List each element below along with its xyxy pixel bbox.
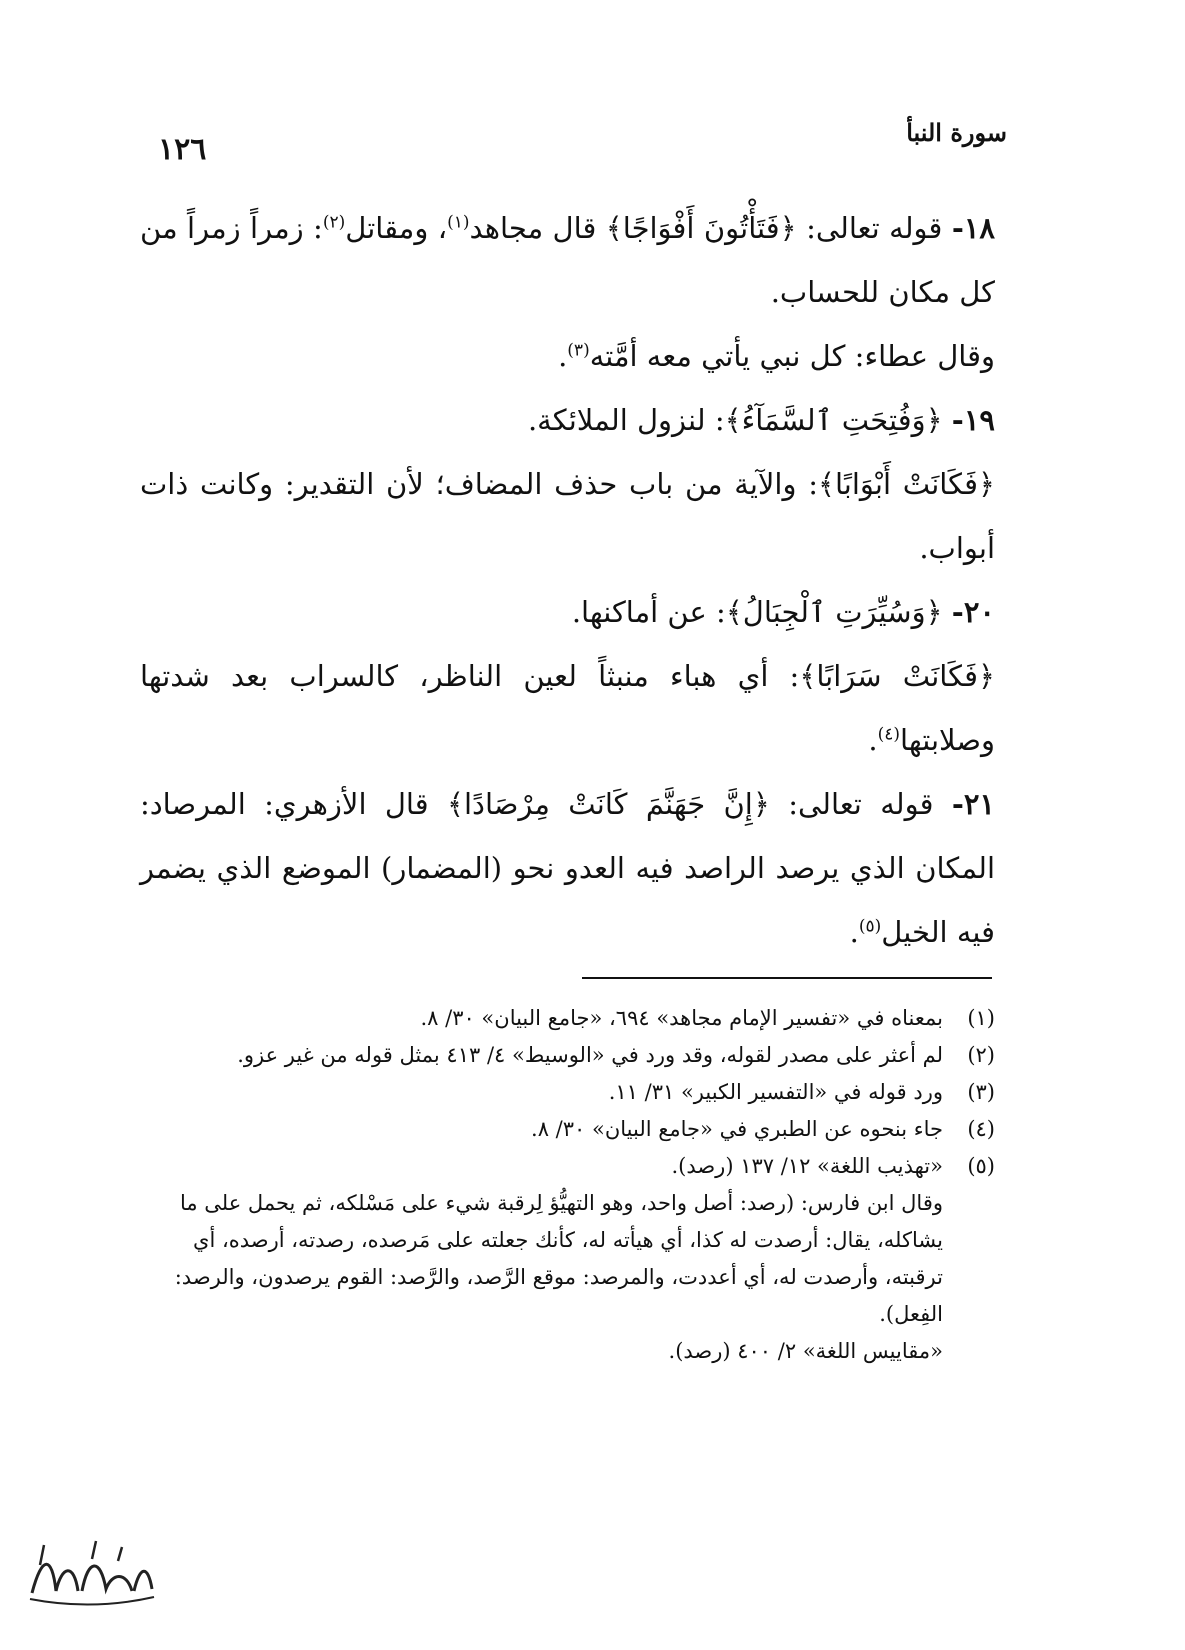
footnote-mark: (١)	[967, 1006, 995, 1030]
footnote-ref: (٤)	[877, 724, 901, 745]
text-run: : والآية من باب حذف المضاف؛ لأن التقدير: وكانت ذات أبواب.	[140, 467, 995, 565]
verse-number: ١٩-	[951, 403, 995, 437]
text-run: : أي هباء منبثاً لعين الناظر، كالسراب بعد شدتها وصلابتها	[140, 659, 995, 757]
footnote-mark: (٣)	[967, 1080, 995, 1104]
text-run: : زمراً زمراً من كل مكان للحساب.	[140, 211, 995, 309]
footnote-text: «تهذيب اللغة» ١٢/ ١٣٧ (رصد).	[671, 1154, 943, 1178]
footnotes	[140, 1000, 995, 1370]
quran-quote: ﴿فَكَانَتْ أَبْوَابًا﴾	[817, 467, 995, 501]
page-header	[150, 118, 1015, 178]
text-run: قال الأزهري: المرصاد: المكان الذي يرصد الراصد فيه العدو نحو (المضمار) الموضع الذي يضمر فيه الخيل	[140, 787, 995, 949]
footnote-ref: (٢)	[322, 212, 346, 233]
footnote	[140, 1111, 995, 1148]
sura-title: سورة النبأ	[906, 118, 1007, 147]
text-run: قال مجاهد	[469, 211, 606, 245]
footnote-text: بمعناه في «تفسير الإمام مجاهد» ٦٩٤، «جامع البيان» ٣٠/ ٨.	[420, 1006, 943, 1030]
footnote	[140, 1074, 995, 1111]
paragraph-ata	[140, 324, 995, 388]
footnote-mark: (٢)	[967, 1043, 995, 1067]
footnote	[140, 1148, 995, 1185]
footnote-text: جاء بنحوه عن الطبري في «جامع البيان» ٣٠/ ٨.	[531, 1117, 943, 1141]
main-text	[140, 196, 995, 964]
verse-number: ٢٠-	[951, 595, 995, 629]
text-run: .	[849, 915, 859, 949]
footnote-ref: (١)	[447, 212, 470, 233]
footnote	[140, 1000, 995, 1037]
paragraph-abwab	[140, 452, 995, 580]
paragraph-sarab	[140, 644, 995, 772]
footnote-continuation-source: «مقاييس اللغة» ٢/ ٤٠٠ (رصد).	[668, 1339, 943, 1363]
calligraphy-stamp-icon	[22, 1535, 162, 1615]
quran-quote: ﴿وَفُتِحَتِ ٱلسَّمَآءُ﴾	[724, 403, 952, 437]
footnote-text: ورد قوله في «التفسير الكبير» ٣١/ ١١.	[608, 1080, 943, 1104]
text-run: قوله تعالى:	[796, 211, 952, 245]
library-stamp-logo	[22, 1535, 162, 1615]
text-run: .	[558, 339, 568, 373]
quran-quote: ﴿فَكَانَتْ سَرَابًا﴾	[799, 659, 995, 693]
paragraph-verse-21	[140, 772, 995, 964]
footnote-text: لم أعثر على مصدر لقوله، وقد ورد في «الوسيط» ٤/ ٤١٣ بمثل قوله من غير عزو.	[237, 1043, 943, 1067]
text-run: .	[868, 723, 878, 757]
verse-number: ١٨-	[951, 211, 996, 245]
quran-quote: ﴿إِنَّ جَهَنَّمَ كَانَتْ مِرْصَادًا﴾	[446, 787, 770, 821]
paragraph-verse-19	[140, 388, 995, 452]
text-run: قوله تعالى:	[769, 787, 952, 821]
footnote-separator	[582, 977, 992, 979]
footnote	[140, 1037, 995, 1074]
quran-quote: ﴿فَتَأْتُونَ أَفْوَاجًا﴾	[605, 211, 797, 245]
footnote-continuation: وقال ابن فارس: (رصد: أصل واحد، وهو التهيُّؤ لِرقبة شيء على مَسْلكه، ثم يحمل على ما يشاكله، يقال: أرصدت له كذا، أي هيأته له، كأنك جعلته على مَرصده، رصدته، أرصده، أي ترقبته، وأرصدت له، أي أعددت، والمرصد: موقع الرَّصد، والرَّصد: القوم يرصدون، والرصد: الفِعل).	[174, 1191, 943, 1326]
text-run: وقال عطاء: كل نبي يأتي معه أمَّته	[589, 339, 995, 373]
text-run: ، ومقاتل	[345, 211, 448, 245]
paragraph-verse-20	[140, 580, 995, 644]
footnote-ref: (٥)	[858, 916, 882, 937]
text-run: : لنزول الملائكة.	[527, 403, 725, 437]
paragraph-verse-18	[140, 196, 995, 324]
page-number: ١٢٦	[158, 132, 207, 167]
footnote-mark: (٥)	[967, 1154, 995, 1178]
footnote-ref: (٣)	[567, 340, 590, 361]
footnote-mark: (٤)	[967, 1117, 995, 1141]
text-run: : عن أماكنها.	[571, 595, 726, 629]
verse-number: ٢١-	[951, 787, 996, 821]
quran-quote: ﴿وَسُيِّرَتِ ٱلْجِبَالُ﴾	[725, 595, 952, 629]
